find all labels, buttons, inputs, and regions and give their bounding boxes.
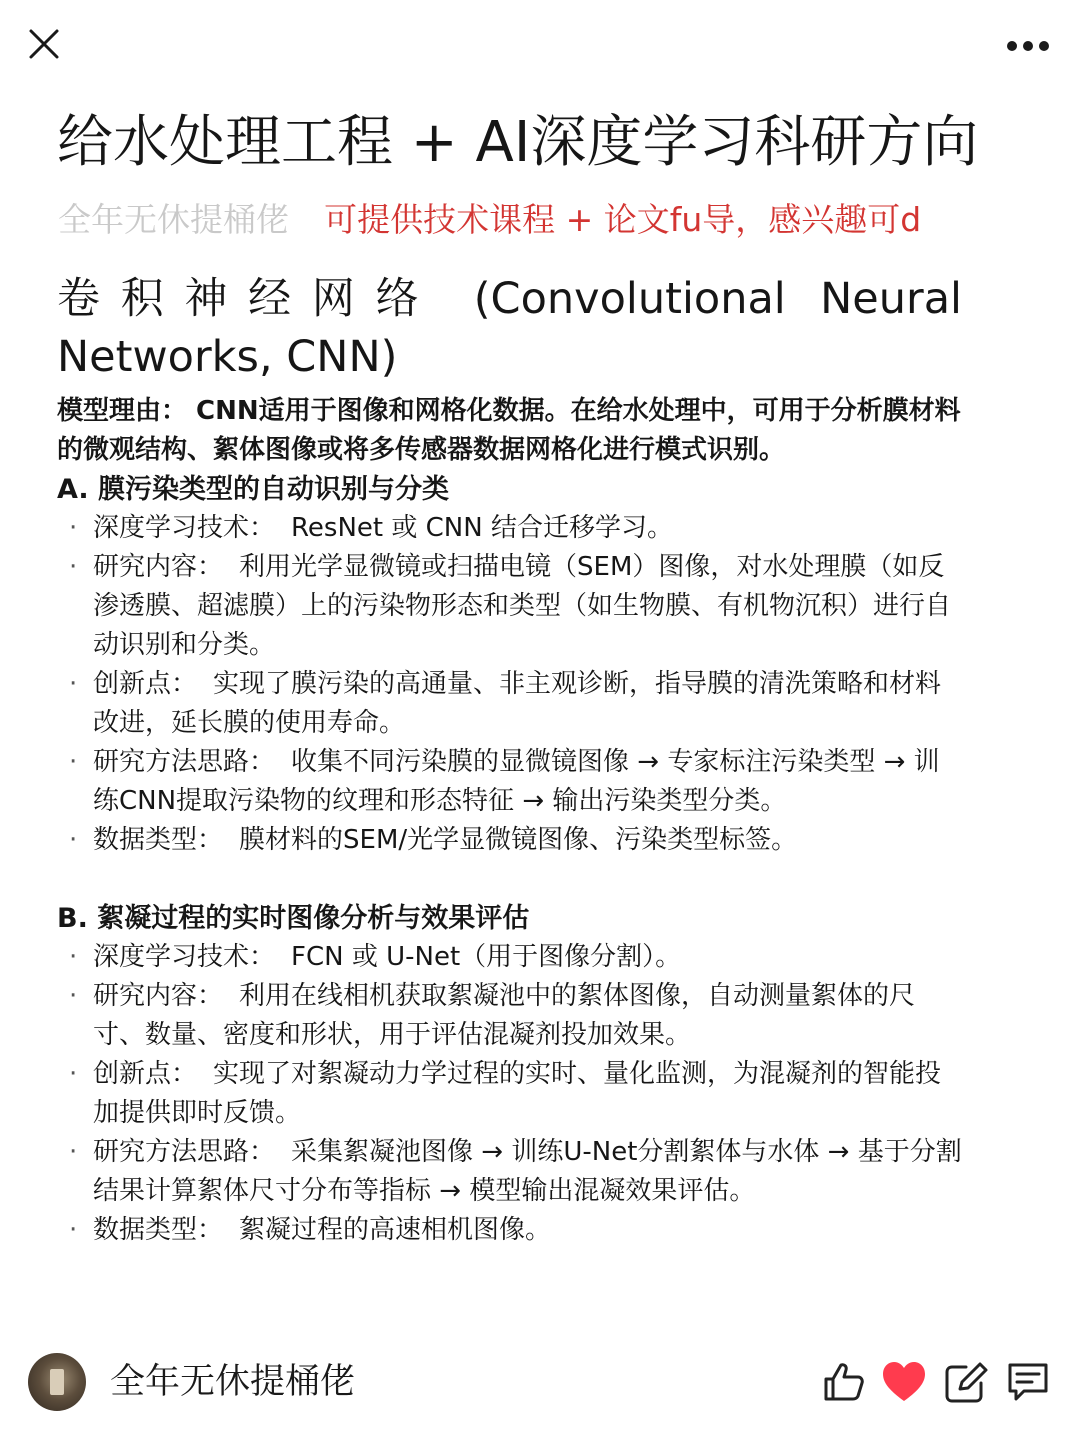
list-item: · 数据类型： 膜材料的SEM/光学显微镜图像、污染类型标签。 [57, 821, 962, 860]
heart-icon [880, 1359, 928, 1405]
post-content [57, 270, 962, 1250]
list-item: · 创新点： 实现了膜污染的高通量、非主观诊断，指导膜的清洗策略和材料改进，延长膜的使用寿命。 [57, 665, 962, 743]
subsection-b-title: B. 絮凝过程的实时图像分析与效果评估 [57, 903, 530, 934]
list-item: · 数据类型： 絮凝过程的高速相机图像。 [57, 1211, 962, 1250]
promo-text: 可提供技术课程 + 论文fu导，感兴趣可d [324, 200, 922, 239]
favorite-button[interactable] [880, 1359, 928, 1405]
list-item: · 深度学习技术： FCN 或 U-Net（用于图像分割）。 [57, 938, 962, 977]
list-item: · 研究内容： 利用光学显微镜或扫描电镜（SEM）图像，对水处理膜（如反渗透膜、超滤膜）上的污染物形态和类型（如生物膜、有机物沉积）进行自动识别和分类。 [57, 548, 962, 665]
bottom-author-name[interactable]: 全年无休提桶佬 [110, 1362, 356, 1402]
avatar[interactable] [28, 1353, 86, 1411]
list-item: · 深度学习技术： ResNet 或 CNN 结合迁移学习。 [57, 509, 962, 548]
list-item: · 研究方法思路： 收集不同污染膜的显微镜图像 → 专家标注污染类型 → 训练CNN提取污染物的纹理和形态特征 → 输出污染类型分类。 [57, 743, 962, 821]
share-edit-icon [942, 1359, 990, 1405]
list-item: · 创新点： 实现了对絮凝动力学过程的实时、量化监测，为混凝剂的智能投加提供即时反馈。 [57, 1055, 962, 1133]
top-bar [0, 0, 1080, 90]
post-meta [58, 196, 1018, 246]
list-item: · 研究方法思路： 采集絮凝池图像 → 训练U-Net分割絮体与水体 → 基于分割结果计算絮体尺寸分布等指标 → 模型输出混凝效果评估。 [57, 1133, 962, 1211]
list-item: · 研究内容： 利用在线相机获取絮凝池中的絮体图像，自动测量絮体的尺寸、数量、密度和形状，用于评估混凝剂投加效果。 [57, 977, 962, 1055]
more-options-button[interactable] [1002, 30, 1054, 62]
close-button[interactable] [26, 26, 62, 62]
thumbs-up-icon [820, 1359, 868, 1405]
close-icon [26, 26, 62, 62]
section-heading: 卷积神经网络 (Convolutional Neural Networks, CNN) [57, 274, 962, 382]
post-title: 给水处理工程 + AI深度学习科研方向 [57, 110, 979, 175]
comment-button[interactable] [1004, 1359, 1052, 1405]
like-button[interactable] [820, 1359, 868, 1405]
more-options-icon [1002, 30, 1054, 62]
subsection-a-title: A. 膜污染类型的自动识别与分类 [57, 474, 450, 505]
bottom-bar [0, 1345, 1080, 1440]
model-reason: 模型理由： CNN适用于图像和网格化数据。在给水处理中，可用于分析膜材料的微观结构、絮体图像或将多传感器数据网格化进行模式识别。 [57, 396, 961, 465]
subsection-b-points [57, 938, 962, 1250]
comment-icon [1004, 1359, 1052, 1405]
author-tag[interactable]: 全年无休提桶佬 [58, 200, 289, 239]
share-button[interactable] [942, 1359, 990, 1405]
subsection-a-points [57, 509, 962, 860]
